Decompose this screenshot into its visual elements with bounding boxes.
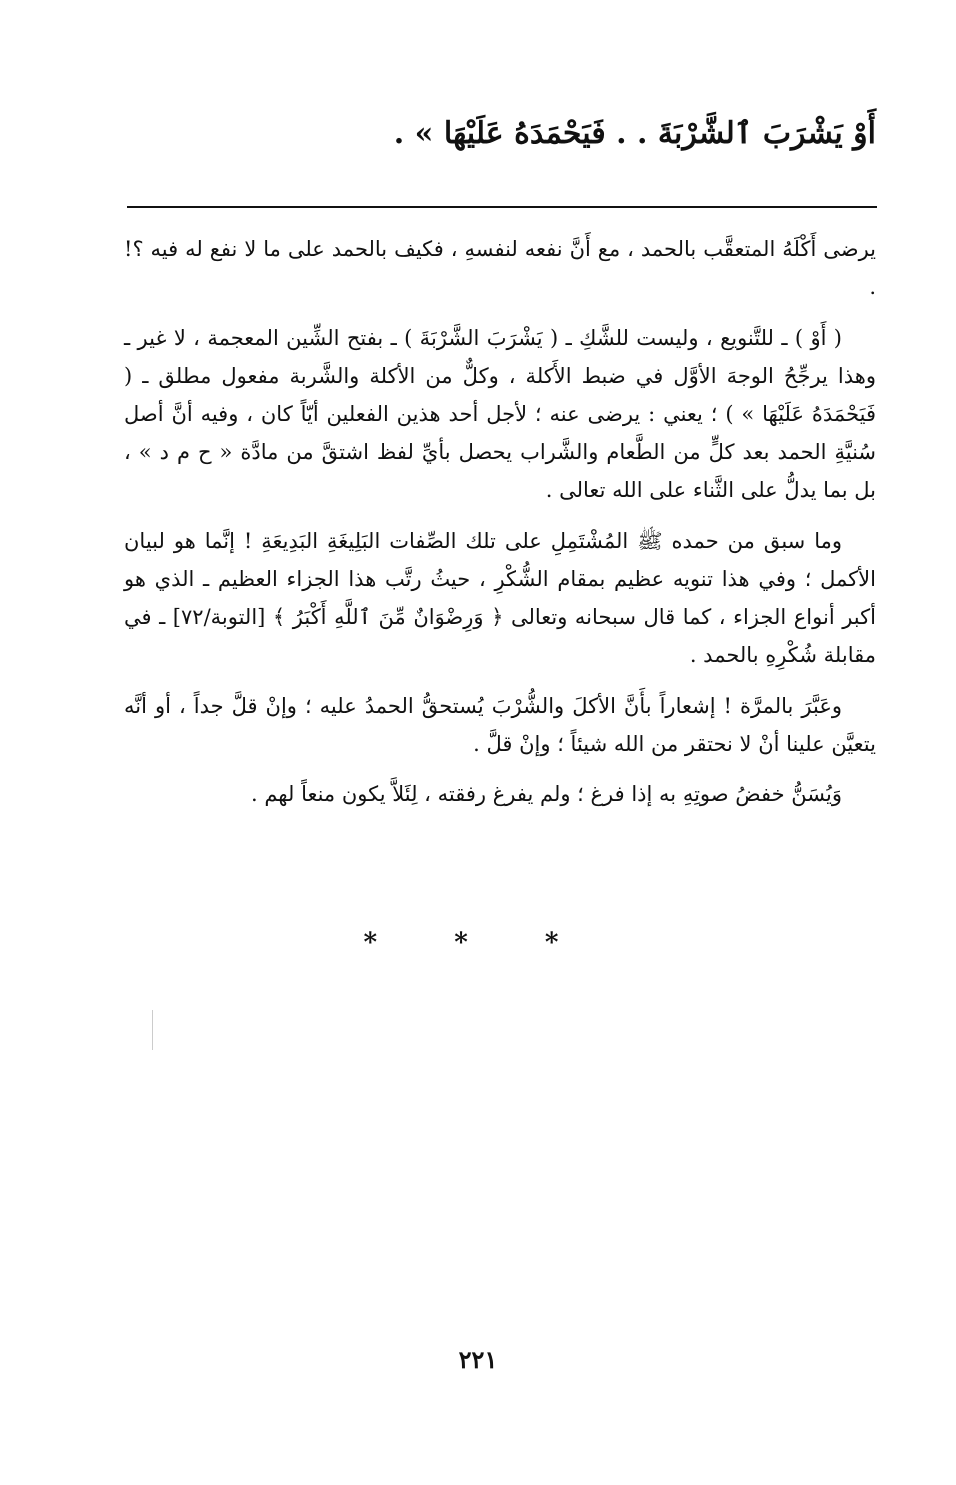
commentary-paragraph-5: وَيُسَنُّ خفضُ صوتِهِ به إذا فرغ ؛ ولم يفرغ رفقته ، لِئَلاَّ يكون منعاً لهم . — [250, 782, 842, 806]
commentary-paragraph-3: وما سبق من حمده ﷺ المُشْتَمِلِ على تلك الصِّفات البَلِيغَةِ البَدِيعَةِ ! إنَّما هو لبيان الأكمل ؛ وفي هذا تنويه عظيم بمقام الشُّكْرِ ، حيثُ رتَّب هذا الجزاء العظيم ـ الذي هو أكبر أنواع الجزاء ، كما قال سبحانه وتعالى ﴿ وَرِضْوَانٌ مِّنَ ٱللَّهِ أَكْبَرُ ﴾ [التوبة/٧٢] ـ في مقابلة شُكْرِهِ بالحمد . — [124, 529, 876, 667]
commentary-paragraph-4: وعَبَّرَ بالمرَّة ! إشعاراً بأَنَّ الأكلَ والشُّرْبَ يُستحقُّ الحمدُ عليه ؛ وإنْ قلَّ جداً ، أو أنَّه يتعيَّن علينا أنْ لا نحتقر من الله شيئاً ؛ وإنْ قلَّ . — [124, 694, 876, 756]
commentary-paragraph-1: يرضى أَكْلَهُ المتعقَّب بالحمد ، مع أَنَّ نفعه لنفسهِ ، فكيف بالحمد على ما لا نفع له فيه ؟! . — [124, 237, 876, 299]
quoted-verse-line: أَوْ يَشْرَبَ ٱلشَّرْبَةَ . . فَيَحْمَدَهُ عَلَيْهَا » . — [393, 116, 876, 151]
scan-artifact-line — [152, 1010, 153, 1050]
commentary-paragraph-2: ( أَوْ ) ـ للتَّنويع ، وليست للشَّكِ ـ ( يَشْرَبَ الشَّرْبَةَ ) ـ بفتح الشِّين المعجمة ، لا غير ـ وهذا يرجِّحُ الوجهَ الأوَّل في ضبط الأَكلة ، وكلٌّ من الأكلة والشَّربة مفعول مطلق ـ ( فَيَحْمَدَهُ عَلَيْهَا » ) ؛ يعني : يرضى عنه ؛ لأجل أحد هذين الفعلين أيّاً كان ، وفيه أنَّ أصل سُنيَّةِ الحمد بعد كلٍّ من الطَّعام والشَّراب يحصل بأيِّ لفظ اشتقَّ من مادَّة « ح م د » ، بل بما يدلُّ على الثَّناء على الله تعالى . — [124, 326, 877, 502]
horizontal-rule-divider — [127, 206, 877, 208]
section-separator-stars: * * * — [363, 928, 593, 958]
commentary-body — [124, 230, 876, 813]
page-number: ٢٢١ — [458, 1345, 498, 1374]
